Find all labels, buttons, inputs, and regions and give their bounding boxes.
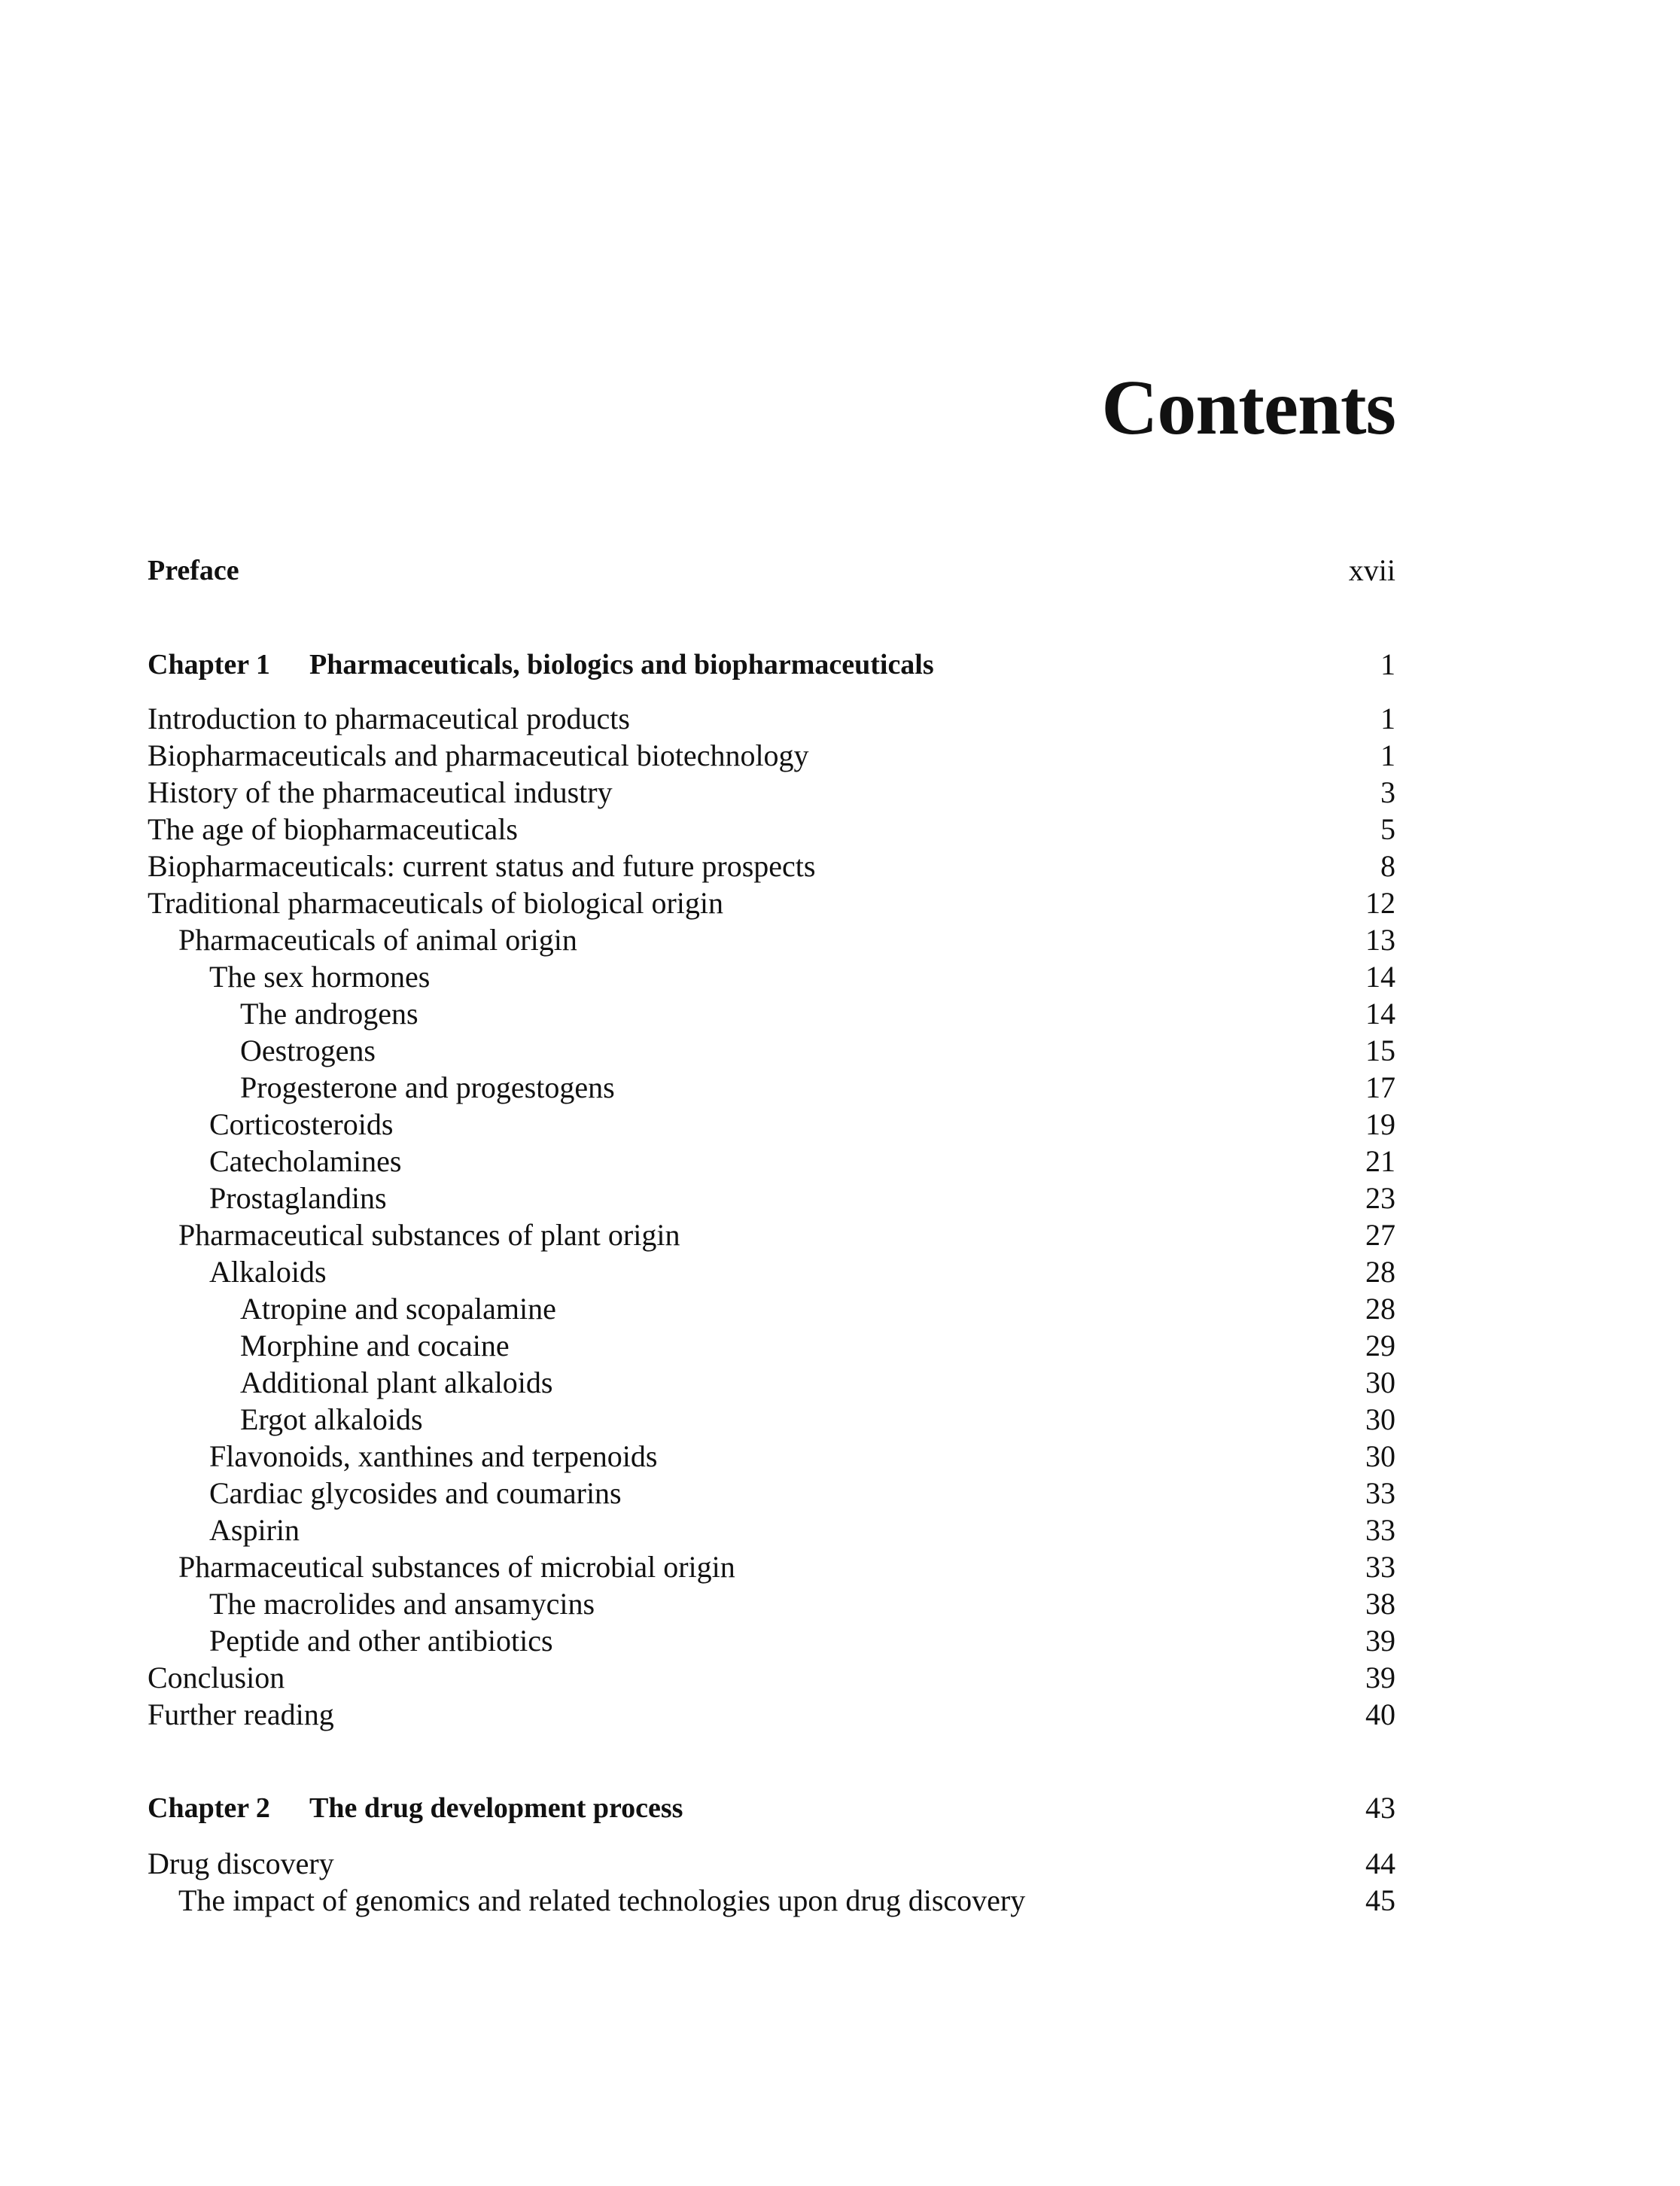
page-title: Contents — [1101, 364, 1395, 451]
toc-entry-page: 1 — [1380, 702, 1395, 735]
toc-entry-label: Biopharmaceuticals: current status and future prospects — [148, 849, 816, 883]
toc-entry-label: Alkaloids — [209, 1255, 327, 1289]
toc-entry-label: Conclusion — [148, 1661, 285, 1694]
toc-entry[interactable] — [148, 1290, 1395, 1328]
toc-entry-label: Aspirin — [209, 1513, 300, 1547]
toc-chapter-2-heading[interactable] — [148, 1789, 1395, 1827]
chapter-title: The drug development process — [309, 1792, 683, 1824]
toc-entry-page: 1 — [1380, 647, 1395, 681]
toc-entry-label: Additional plant alkaloids — [240, 1365, 553, 1399]
toc-entry-label: Further reading — [148, 1697, 334, 1731]
toc-entry-label: Traditional pharmaceuticals of biological origin — [148, 886, 723, 920]
toc-entry[interactable] — [148, 1659, 1395, 1697]
toc-entry-page: 5 — [1380, 812, 1395, 846]
toc-chapter-heading — [148, 1789, 683, 1827]
toc-chapter-1-heading[interactable] — [148, 646, 1395, 684]
toc-entry[interactable] — [148, 1438, 1395, 1475]
toc-entry[interactable] — [148, 921, 1395, 959]
toc-entry-label: The macrolides and ansamycins — [209, 1587, 595, 1621]
toc-entry-label: Drug discovery — [148, 1847, 334, 1880]
toc-entry-label: The sex hormones — [209, 960, 431, 994]
toc-entry-label: Atropine and scopalamine — [240, 1292, 556, 1326]
toc-entry[interactable] — [148, 884, 1395, 922]
toc-entry[interactable] — [148, 1069, 1395, 1107]
toc-entry[interactable] — [148, 1512, 1395, 1549]
toc-entry[interactable] — [148, 1364, 1395, 1402]
toc-entry[interactable] — [148, 700, 1395, 738]
toc-entry-page: 44 — [1365, 1847, 1395, 1880]
toc-entry[interactable] — [148, 1143, 1395, 1180]
toc-chapter-heading — [148, 646, 934, 684]
toc-entry[interactable] — [148, 958, 1395, 996]
toc-entry-page: 27 — [1365, 1218, 1395, 1252]
toc-entry[interactable] — [148, 1548, 1395, 1586]
toc-entry[interactable] — [148, 1216, 1395, 1254]
chapter-number: Chapter 1 — [148, 649, 270, 680]
toc-entry[interactable] — [148, 811, 1395, 848]
toc-entry-label: Preface — [148, 555, 239, 586]
toc-entry[interactable] — [148, 1106, 1395, 1143]
toc-entry-page: 23 — [1365, 1181, 1395, 1215]
toc-entry-page: 3 — [1380, 775, 1395, 809]
toc-entry[interactable] — [148, 848, 1395, 885]
toc-entry[interactable] — [148, 1180, 1395, 1217]
toc-entry-page: 30 — [1365, 1402, 1395, 1436]
toc-entry-page: 14 — [1365, 997, 1395, 1031]
toc-entry[interactable] — [148, 995, 1395, 1033]
toc-entry-label: Corticosteroids — [209, 1107, 394, 1141]
toc-entry-label: Morphine and cocaine — [240, 1329, 510, 1362]
toc-entry-label: Prostaglandins — [209, 1181, 387, 1215]
toc-entry-page: 19 — [1365, 1107, 1395, 1141]
toc-entry-label: Introduction to pharmaceutical products — [148, 702, 630, 735]
toc-entry-label: The age of biopharmaceuticals — [148, 812, 518, 846]
toc-entry-label: Cardiac glycosides and coumarins — [209, 1476, 622, 1510]
toc-entry[interactable] — [148, 1585, 1395, 1623]
toc-entry-page: 29 — [1365, 1329, 1395, 1362]
toc-entry-label: Catecholamines — [209, 1144, 402, 1178]
toc-entry-page: 28 — [1365, 1255, 1395, 1289]
toc-entry-page: 30 — [1365, 1365, 1395, 1399]
toc-entry-label: Peptide and other antibiotics — [209, 1624, 553, 1658]
toc-entry-page: 33 — [1365, 1476, 1395, 1510]
toc-entry[interactable] — [148, 1696, 1395, 1734]
toc-entry[interactable] — [148, 1032, 1395, 1070]
toc-entry-page: 45 — [1365, 1883, 1395, 1917]
toc-entry-page: 30 — [1365, 1439, 1395, 1473]
toc-entry[interactable] — [148, 1253, 1395, 1291]
toc-entry-label: The androgens — [240, 997, 418, 1031]
toc-entry-label: Biopharmaceuticals and pharmaceutical biotechnology — [148, 738, 809, 772]
toc-entry-page: 21 — [1365, 1144, 1395, 1178]
toc-entry[interactable] — [148, 1327, 1395, 1365]
toc-entry-label: Pharmaceutical substances of plant origin — [178, 1218, 680, 1252]
toc-entry[interactable] — [148, 1475, 1395, 1512]
toc-entry-label: The impact of genomics and related technologies upon drug discovery — [178, 1883, 1026, 1917]
toc-entry[interactable] — [148, 1882, 1395, 1920]
chapter-title: Pharmaceuticals, biologics and biopharmaceuticals — [309, 649, 934, 680]
toc-entry-label: Flavonoids, xanthines and terpenoids — [209, 1439, 658, 1473]
toc-entry-page: 8 — [1380, 849, 1395, 883]
chapter-number: Chapter 2 — [148, 1792, 270, 1824]
toc-entry-label: Ergot alkaloids — [240, 1402, 423, 1436]
toc-entry[interactable] — [148, 774, 1395, 811]
toc-entry-label: Progesterone and progestogens — [240, 1070, 615, 1104]
toc-entry[interactable] — [148, 1622, 1395, 1660]
toc-entry-label: History of the pharmaceutical industry — [148, 775, 613, 809]
toc-entry-page: 1 — [1380, 738, 1395, 772]
toc-entry-page: 12 — [1365, 886, 1395, 920]
toc-entry-page: 15 — [1365, 1034, 1395, 1067]
toc-entry-page: 13 — [1365, 923, 1395, 957]
toc-entry-page: 28 — [1365, 1292, 1395, 1326]
toc-entry-page: 43 — [1365, 1791, 1395, 1825]
toc-entry-page: 33 — [1365, 1513, 1395, 1547]
toc-entry-label: Pharmaceuticals of animal origin — [178, 923, 577, 957]
toc-entry-label: Pharmaceutical substances of microbial origin — [178, 1550, 735, 1584]
toc-entry-page: 39 — [1365, 1661, 1395, 1694]
toc-entry-page: 39 — [1365, 1624, 1395, 1658]
toc-entry-page: 14 — [1365, 960, 1395, 994]
toc-entry-page: xvii — [1348, 553, 1395, 587]
toc-entry[interactable] — [148, 1845, 1395, 1883]
toc-entry-page: 40 — [1365, 1697, 1395, 1731]
toc-preface[interactable] — [148, 552, 1395, 589]
toc-entry[interactable] — [148, 1401, 1395, 1439]
toc-entry[interactable] — [148, 737, 1395, 775]
toc-entry-page: 38 — [1365, 1587, 1395, 1621]
toc-entry-page: 33 — [1365, 1550, 1395, 1584]
toc-entry-label: Oestrogens — [240, 1034, 376, 1067]
toc-entry-page: 17 — [1365, 1070, 1395, 1104]
